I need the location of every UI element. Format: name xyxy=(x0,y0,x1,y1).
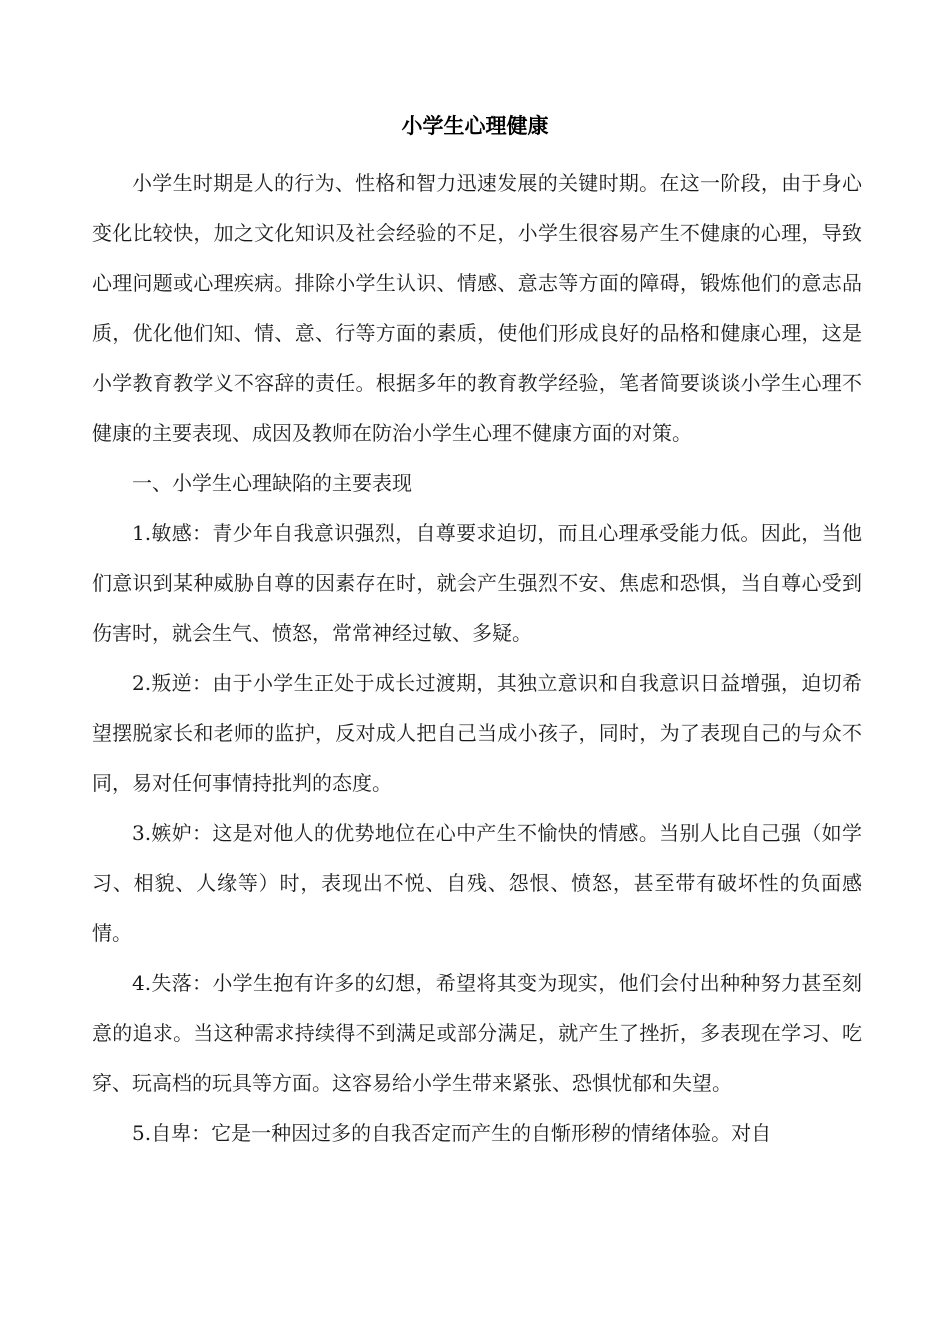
item-jealousy-paragraph: 3.嫉妒：这是对他人的优势地位在心中产生不愉快的情感。当别人比自己强（如学习、相貌、人缘等）时，表现出不悦、自残、怨恨、愤怒，甚至带有破坏性的负面感情。 xyxy=(92,821,862,945)
item-rebellious-paragraph: 2.叛逆：由于小学生正处于成长过渡期，其独立意识和自我意识日益增强，迫切希望摆脱家长和老师的监护，反对成人把自己当成小孩子，同时，为了表现自己的与众不同，易对任何事情持批判的态度。 xyxy=(92,671,862,795)
document-title: 小学生心理健康 xyxy=(401,114,549,138)
intro-paragraph: 小学生时期是人的行为、性格和智力迅速发展的关键时期。在这一阶段，由于身心变化比较快，加之文化知识及社会经验的不足，小学生很容易产生不健康的心理，导致心理问题或心理疾病。排除小学生认识、情感、意志等方面的障碍，锻炼他们的意志品质，优化他们知、情、意、行等方面的素质，使他们形成良好的品格和健康心理，这是小学教育教学义不容辞的责任。根据多年的教育教学经验，笔者简要谈谈小学生心理不健康的主要表现、成因及教师在防治小学生心理不健康方面的对策。 xyxy=(92,171,862,445)
document-body xyxy=(92,158,862,1158)
item-sensitive-paragraph: 1.敏感：青少年自我意识强烈，自尊要求迫切，而且心理承受能力低。因此，当他们意识到某种威胁自尊的因素存在时，就会产生强烈不安、焦虑和恐惧，当自尊心受到伤害时，就会生气、愤怒，常常神经过敏、多疑。 xyxy=(92,521,862,645)
section-heading: 一、小学生心理缺陷的主要表现 xyxy=(132,471,412,495)
item-inferiority-paragraph: 5.自卑：它是一种因过多的自我否定而产生的自惭形秽的情绪体验。对自 xyxy=(132,1121,772,1145)
item-loss-paragraph: 4.失落：小学生抱有许多的幻想，希望将其变为现实，他们会付出种种努力甚至刻意的追求。当这种需求持续得不到满足或部分满足，就产生了挫折，多表现在学习、吃穿、玩高档的玩具等方面。这容易给小学生带来紧张、恐惧忧郁和失望。 xyxy=(92,971,862,1095)
